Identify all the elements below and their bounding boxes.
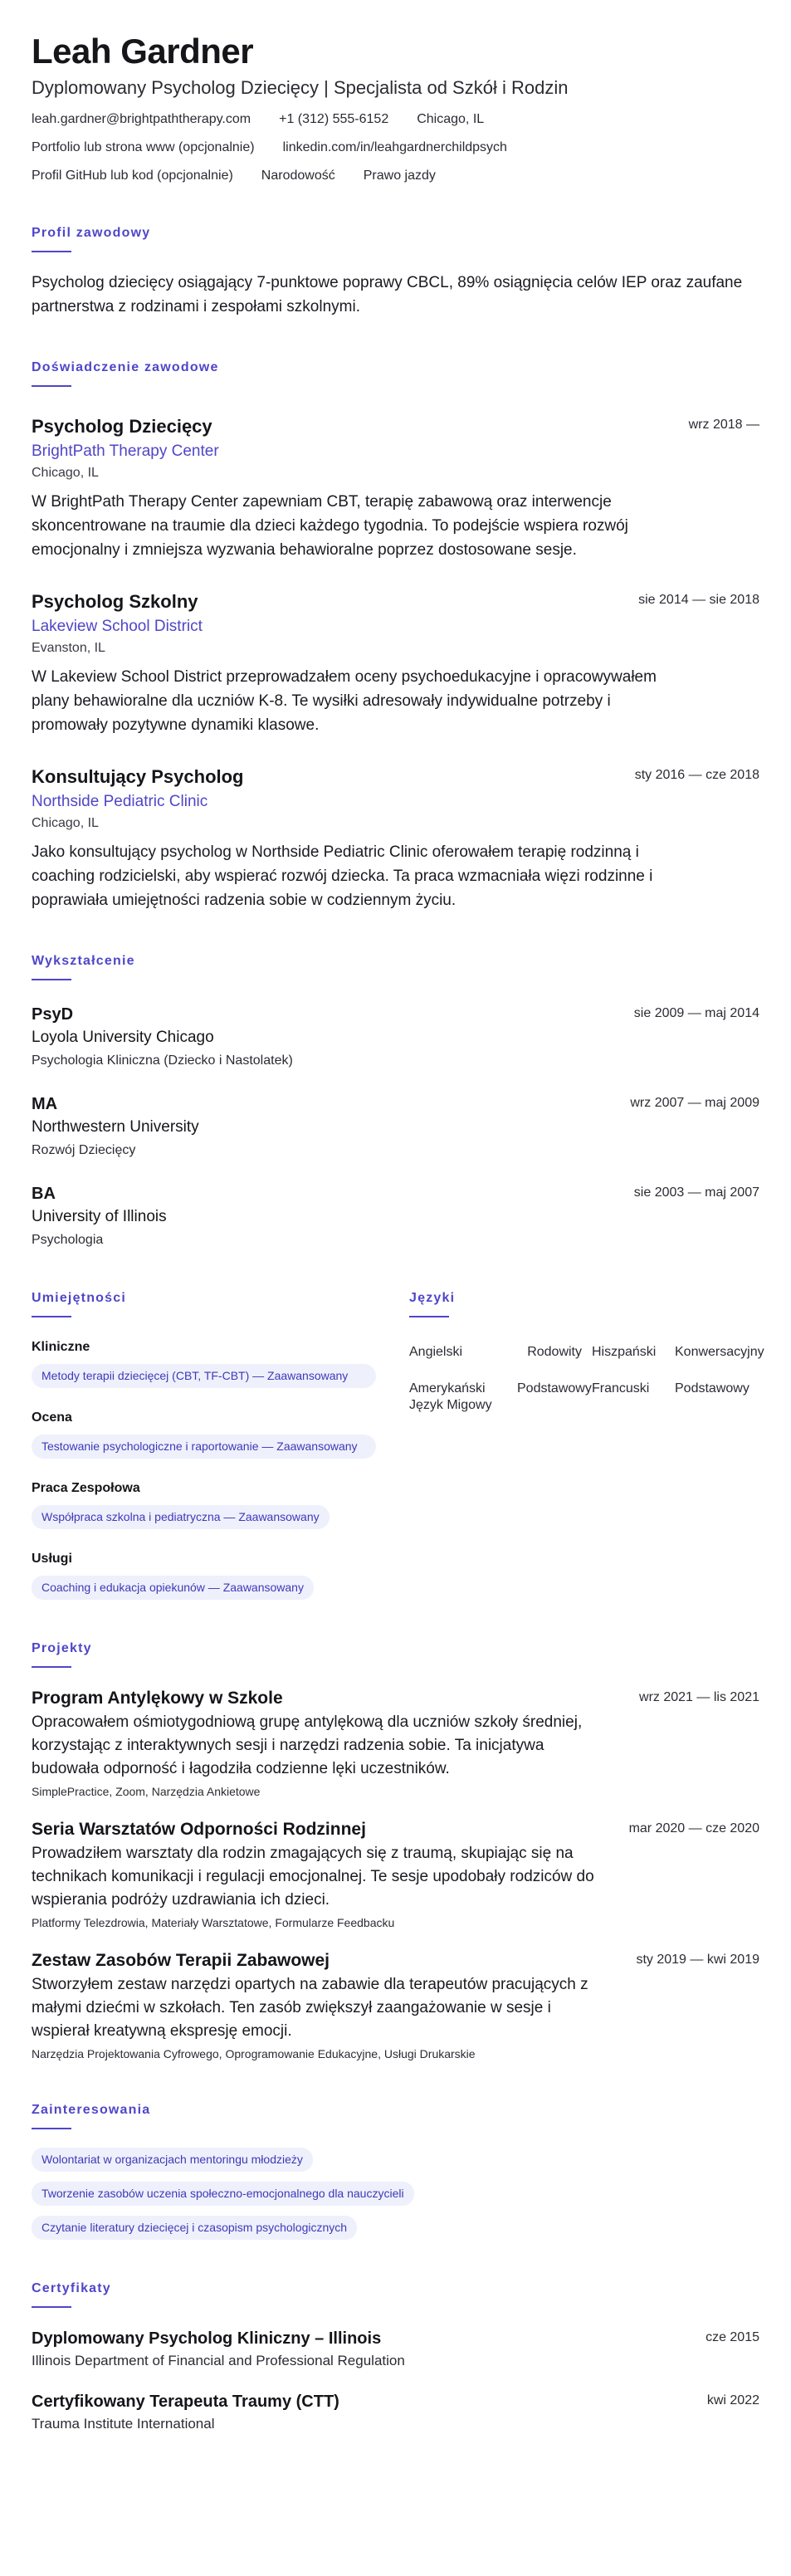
- section-title: Wykształcenie: [32, 954, 135, 968]
- job-company: Lakeview School District: [32, 618, 203, 635]
- contact-portfolio[interactable]: Portfolio lub strona www (opcjonalnie): [32, 140, 255, 154]
- job-date: wrz 2018 —: [688, 418, 759, 432]
- contact-github[interactable]: Profil GitHub lub kod (opcjonalnie): [32, 169, 233, 183]
- certification-issuer: Illinois Department of Financial and Professional Regulation: [32, 2353, 405, 2368]
- job-description: W Lakeview School District przeprowadzałem oceny psychoedukacyjne i opracowywałem plany behawioralne dla uczniów K-8. Te wysiłki adresowały indywidualne potrzeby i promowały pozytywne dynamiki klasowe.: [32, 668, 657, 734]
- job-date: sty 2016 — cze 2018: [634, 768, 759, 782]
- project-date: sty 2019 — kwi 2019: [636, 1953, 759, 1967]
- certification-issuer: Trauma Institute International: [32, 2416, 215, 2432]
- job-title: Psycholog Dziecięcy: [32, 416, 212, 437]
- job-location: Chicago, IL: [32, 466, 99, 480]
- field-of-study: Rozwój Dziecięcy: [32, 1143, 136, 1157]
- certifications-section: [32, 2281, 759, 2434]
- education-date: sie 2003 — maj 2007: [633, 1185, 759, 1200]
- job-location: Evanston, IL: [32, 641, 105, 655]
- section-divider: [32, 1666, 71, 1668]
- contact-row-2: [32, 139, 759, 156]
- experience-section: [32, 360, 759, 912]
- section-title: Doświadczenie zawodowe: [32, 360, 219, 374]
- project-tools: Narzędzia Projektowania Cyfrowego, Oprogramowanie Edukacyjne, Usługi Drukarskie: [32, 2047, 476, 2060]
- project-entry: [32, 1950, 759, 2061]
- certification-date: kwi 2022: [706, 2393, 759, 2407]
- job-location: Chicago, IL: [32, 816, 99, 830]
- section-divider: [32, 2306, 71, 2308]
- section-divider: [32, 251, 71, 252]
- job-description: W BrightPath Therapy Center zapewniam CBT, terapię zabawową oraz interwencje skoncentrowane na traumie dla dzieci każdego tygodnia. To podejście wspiera rozwój emocjonalny i zmniejsza wyzwania behawioralne poprzez dostosowane sesje.: [32, 493, 628, 559]
- interest-chip: Czytanie literatury dziecięcej i czasopism psychologicznych: [32, 2216, 357, 2240]
- language-name: Hiszpański: [592, 1345, 657, 1359]
- school: Loyola University Chicago: [32, 1029, 214, 1046]
- job-company: BrightPath Therapy Center: [32, 442, 219, 460]
- skill-chip: Współpraca szkolna i pediatryczna — Zaawansowany: [32, 1505, 330, 1529]
- education-section: [32, 954, 759, 1249]
- languages-list: [409, 1344, 764, 1414]
- section-divider: [409, 1316, 449, 1317]
- field-of-study: Psychologia Kliniczna (Dziecko i Nastolatek): [32, 1053, 293, 1068]
- education-date: sie 2009 — maj 2014: [633, 1006, 759, 1020]
- section-title: Certyfikaty: [32, 2281, 111, 2295]
- certification-title: Certyfikowany Terapeuta Traumy (CTT): [32, 2393, 339, 2411]
- profile-summary: Psycholog dziecięcy osiągający 7-punktowe poprawy CBCL, 89% osiągnięcia celów IEP oraz zaufane partnerstwa z rodzinami i zespołami szkolnymi.: [32, 274, 743, 315]
- contact-location: Chicago, IL: [417, 112, 485, 126]
- profile-section: [32, 226, 759, 319]
- section-divider: [32, 385, 71, 387]
- section-divider: [32, 2128, 71, 2129]
- project-date: wrz 2021 — lis 2021: [639, 1690, 759, 1704]
- job-date: sie 2014 — sie 2018: [638, 593, 759, 607]
- school: Northwestern University: [32, 1118, 199, 1136]
- language-name: Angielski: [409, 1345, 463, 1359]
- job-description: Jako konsultujący psycholog w Northside Pediatric Clinic oferowałem terapię rodzinną i coaching rodzicielski, aby wspierać rozwój dziecka. Ta praca wzmacniała więzi rodzinne i poprawiała umiejętności radzenia sobie w codziennym życiu.: [32, 843, 653, 909]
- education-date: wrz 2007 — maj 2009: [630, 1096, 759, 1110]
- skill-category: Kliniczne: [32, 1340, 90, 1354]
- project-entry: [32, 1688, 759, 1799]
- language-level: Podstawowy: [675, 1381, 749, 1396]
- project-title: Seria Warsztatów Odporności Rodzinnej: [32, 1820, 366, 1839]
- education-entry: [32, 1004, 759, 1070]
- education-entry: [32, 1093, 759, 1160]
- skill-chip: Testowanie psychologiczne i raportowanie — Zaawansowany: [32, 1435, 376, 1459]
- job-title: Psycholog Szkolny: [32, 591, 198, 612]
- interests-list: [32, 2148, 759, 2240]
- language-level: Rodowity: [527, 1345, 582, 1359]
- project-tools: SimplePractice, Zoom, Narzędzia Ankietowe: [32, 1785, 261, 1798]
- skill-category: Praca Zespołowa: [32, 1481, 140, 1495]
- language-name: Amerykański Język Migowy: [409, 1381, 492, 1412]
- school: University of Illinois: [32, 1208, 167, 1225]
- project-description: Stworzyłem zestaw narzędzi opartych na zabawie dla terapeutów pracujących z małymi dziećmi w szkołach. Ten zasób zwiększył zaangażowanie w sesje i wspierał kreatywną ekspresję emocji.: [32, 1976, 588, 2040]
- certification-date: cze 2015: [706, 2330, 759, 2344]
- projects-section: [32, 1641, 759, 2061]
- resume-header: [32, 30, 759, 184]
- language-name: Francuski: [592, 1381, 650, 1396]
- project-date: mar 2020 — cze 2020: [628, 1821, 759, 1835]
- contact-row-3: [32, 168, 759, 184]
- job-entry: [32, 765, 759, 912]
- degree: MA: [32, 1095, 58, 1113]
- candidate-name: Leah Gardner: [32, 32, 254, 71]
- language-level: Podstawowy: [517, 1381, 592, 1396]
- project-title: Zestaw Zasobów Terapii Zabawowej: [32, 1951, 330, 1970]
- contact-nationality: Narodowość: [261, 169, 335, 183]
- skill-category: Usługi: [32, 1552, 72, 1566]
- education-entry: [32, 1183, 759, 1249]
- interests-section: [32, 2103, 759, 2240]
- contact-email[interactable]: leah.gardner@brightpaththerapy.com: [32, 112, 251, 126]
- skill-category: Ocena: [32, 1410, 72, 1425]
- section-divider: [32, 1316, 71, 1317]
- field-of-study: Psychologia: [32, 1233, 104, 1247]
- certification-entry: [32, 2328, 759, 2371]
- headline: Dyplomowany Psycholog Dziecięcy | Specjalista od Szkół i Rodzin: [32, 77, 569, 98]
- skill-chip: Metody terapii dziecięcej (CBT, TF-CBT) — Zaawansowany: [32, 1364, 376, 1388]
- degree: PsyD: [32, 1005, 74, 1024]
- project-description: Prowadziłem warsztaty dla rodzin zmagających się z traumą, skupiając się na technikach komunikacji i regulacji emocjonalnej. Te sesje upodobały rodziców do wspierania podróży uzdrawiania ich dzieci.: [32, 1845, 594, 1909]
- section-title: Języki: [409, 1291, 456, 1305]
- language-level: Konwersacyjny: [675, 1345, 764, 1359]
- section-divider: [32, 979, 71, 980]
- section-title: Umiejętności: [32, 1291, 126, 1305]
- project-description: Opracowałem ośmiotygodniową grupę antylękową dla uczniów szkoły średniej, korzystając z interaktywnych sesji i narzędzi radzenia sobie. Ta inicjatywa budowała odporność i łagodziła codzienne lęki uczestników.: [32, 1713, 583, 1777]
- job-entry: [32, 415, 759, 562]
- job-entry: [32, 590, 759, 737]
- skills-languages-row: [32, 1291, 764, 1600]
- contact-driving-license: Prawo jazdy: [363, 169, 436, 183]
- degree: BA: [32, 1185, 56, 1203]
- interest-chip: Wolontariat w organizacjach mentoringu młodzieży: [32, 2148, 313, 2172]
- project-title: Program Antylękowy w Szkole: [32, 1689, 283, 1708]
- languages-section: [409, 1291, 764, 1600]
- job-title: Konsultujący Psycholog: [32, 766, 244, 787]
- skill-chip: Coaching i edukacja opiekunów — Zaawansowany: [32, 1576, 314, 1600]
- contact-phone[interactable]: +1 (312) 555-6152: [279, 112, 389, 126]
- certification-entry: [32, 2391, 759, 2434]
- certification-title: Dyplomowany Psycholog Kliniczny – Illinois: [32, 2329, 382, 2348]
- contact-row-1: [32, 111, 759, 128]
- interest-chip: Tworzenie zasobów uczenia społeczno-emocjonalnego dla nauczycieli: [32, 2182, 414, 2206]
- section-title: Profil zawodowy: [32, 226, 151, 240]
- section-title: Zainteresowania: [32, 2103, 151, 2117]
- job-company: Northside Pediatric Clinic: [32, 793, 208, 810]
- project-entry: [32, 1819, 759, 1930]
- contact-linkedin[interactable]: linkedin.com/in/leahgardnerchildpsych: [282, 140, 507, 154]
- skills-section: [32, 1291, 409, 1600]
- section-title: Projekty: [32, 1641, 92, 1655]
- project-tools: Platformy Telezdrowia, Materiały Warsztatowe, Formularze Feedbacku: [32, 1916, 395, 1929]
